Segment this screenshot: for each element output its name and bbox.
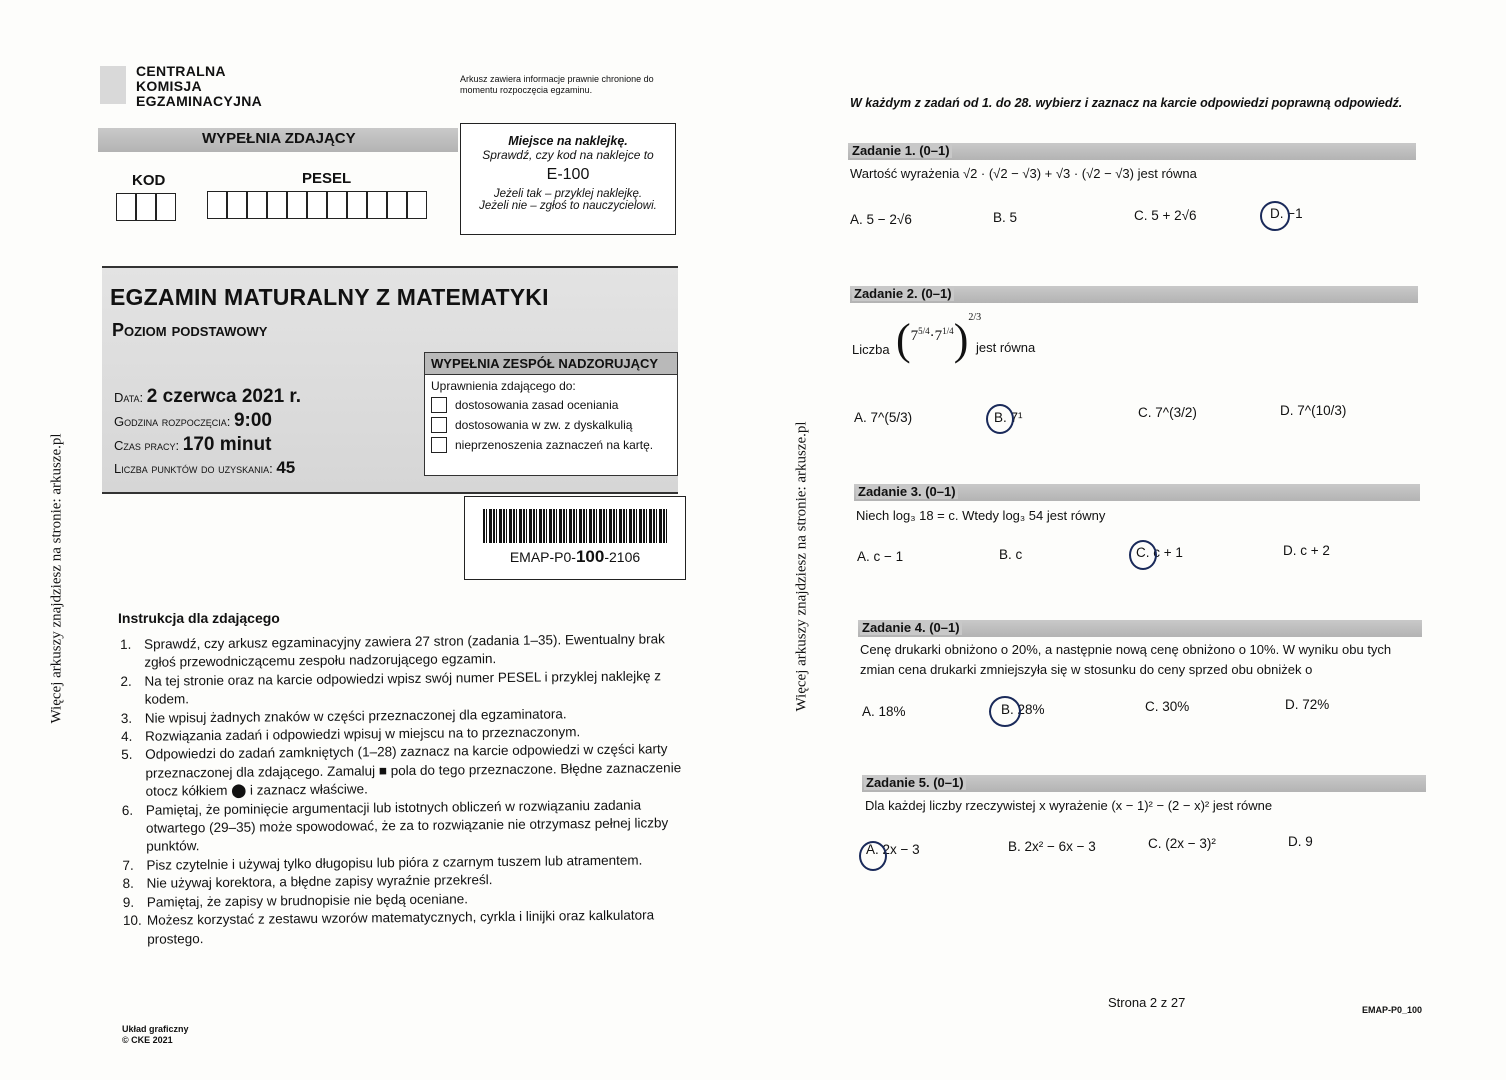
instruction-item: 6. Pamiętaj, że pominięcie argumentacji lub istotnych obliczeń w rozwiązaniu zadania otwartego (29–35) może spowodować, że za to rozwiązanie nie otrzymasz pełnej liczby punktów. bbox=[121, 797, 669, 855]
instruction-item: 8. Nie używaj korektora, a błędne zapisy wyraźnie przekreśl. bbox=[122, 872, 493, 892]
kod-field[interactable] bbox=[116, 193, 176, 221]
task-1-answer-d[interactable]: D. −1 bbox=[1270, 206, 1303, 221]
barcode-box bbox=[464, 496, 686, 580]
task-3-header: Zadanie 3. (0–1) bbox=[854, 484, 1420, 501]
task-1-answer-a[interactable]: A. 5 − 2√6 bbox=[850, 212, 912, 227]
sticker-code: E-100 bbox=[546, 166, 590, 183]
task-5-answer-a[interactable]: A. 2x − 3 bbox=[866, 842, 920, 857]
instructions-list bbox=[120, 630, 683, 949]
task-1-answer-c[interactable]: C. 5 + 2√6 bbox=[1134, 208, 1197, 223]
task-5-answer-d[interactable]: D. 9 bbox=[1288, 834, 1313, 849]
fill-by-examinee-bar bbox=[98, 128, 458, 152]
sticker-yes: Jeżeli tak – przyklej naklejkę. bbox=[493, 188, 643, 200]
instructions-title: Instrukcja dla zdającego bbox=[118, 610, 280, 626]
kod-cell[interactable] bbox=[116, 193, 136, 221]
task-4-answer-d[interactable]: D. 72% bbox=[1285, 697, 1330, 712]
institution-name bbox=[136, 64, 262, 109]
instruction-item: 4. Rozwiązania zadań i odpowiedzi wpisuj w miejscu na to przeznaczonym. bbox=[120, 724, 581, 745]
checkbox[interactable] bbox=[431, 417, 447, 433]
exam-title: EGZAMIN MATURALNY Z MATEMATYKI bbox=[110, 284, 549, 310]
pesel-cell[interactable] bbox=[407, 191, 427, 219]
answer-circle-mark bbox=[1129, 540, 1157, 570]
sticker-no: Jeżeli nie – zgłoś to nauczycielowi. bbox=[479, 200, 657, 212]
task-2-answer-b[interactable]: B. 7¹ bbox=[994, 410, 1023, 425]
pesel-cell[interactable] bbox=[287, 191, 307, 219]
task-3-answer-a[interactable]: A. c − 1 bbox=[857, 549, 904, 564]
layout-credit: Układ graficzny © CKE 2021 bbox=[122, 1024, 189, 1045]
answer-circle-mark bbox=[986, 404, 1014, 434]
kod-label: KOD bbox=[132, 172, 166, 189]
sticker-area[interactable] bbox=[460, 123, 676, 235]
instruction-item: 9. Pamiętaj, że zapisy w brudnopisie nie będą oceniane. bbox=[122, 891, 469, 910]
side-text-right: Więcej arkuszy znajdziesz na stronie: arkusze.pl bbox=[793, 421, 810, 712]
answer-circle-mark bbox=[1260, 201, 1290, 231]
task-5-text: Dla każdej liczby rzeczywistej x wyrażenie (x − 1)² − (2 − x)² jest równe bbox=[865, 798, 1273, 813]
protected-notice: Arkusz zawiera informacje prawnie chronione do momentu rozpoczęcia egzaminu. bbox=[460, 74, 654, 95]
barcode-text: EMAP-P0-100-2106 bbox=[509, 547, 641, 566]
task-5-header: Zadanie 5. (0–1) bbox=[862, 775, 1426, 792]
tasks-intro: W każdym z zadań od 1. do 28. wybierz i zaznacz na karcie odpowiedzi poprawną odpowiedź. bbox=[850, 96, 1403, 110]
sticker-title: Miejsce na naklejkę. bbox=[508, 134, 628, 148]
task-2-answer-d[interactable]: D. 7^(10/3) bbox=[1280, 403, 1347, 418]
task-2-answer-a[interactable]: A. 7^(5/3) bbox=[854, 410, 913, 425]
supervisors-header: WYPEŁNIA ZESPÓŁ NADZORUJĄCY bbox=[425, 353, 677, 375]
checkbox[interactable] bbox=[431, 397, 447, 413]
checkbox[interactable] bbox=[431, 437, 447, 453]
pesel-field[interactable] bbox=[207, 191, 427, 219]
task-5-answer-b[interactable]: B. 2x² − 6x − 3 bbox=[1008, 839, 1096, 854]
task-4-answer-a[interactable]: A. 18% bbox=[862, 704, 906, 719]
sheet-code: EMAP-P0_100 bbox=[1362, 1005, 1423, 1015]
task-2-suffix: jest równa bbox=[976, 340, 1036, 355]
pesel-cell[interactable] bbox=[347, 191, 367, 219]
task-2-prefix: Liczba bbox=[852, 342, 890, 357]
answer-circle-mark bbox=[989, 696, 1021, 727]
task-5-answer-c[interactable]: C. (2x − 3)² bbox=[1148, 836, 1216, 851]
task-4-answer-b[interactable]: B. 28% bbox=[1001, 702, 1045, 717]
task-2-answer-c[interactable]: C. 7^(3/2) bbox=[1138, 405, 1197, 420]
task-1-header: Zadanie 1. (0–1) bbox=[848, 143, 1416, 160]
pesel-cell[interactable] bbox=[387, 191, 407, 219]
task-2-expression: $(7^{5/4}\cdot 7^{1/4})^{2/3}$ bbox=[896, 312, 982, 364]
task-2-header: Zadanie 2. (0–1) bbox=[850, 286, 1418, 303]
instruction-item: 5. Odpowiedzi do zadań zamkniętych (1–28) zaznacz na karcie odpowiedzi w części karty przeznaczonej dla zdającego. Zamaluj ■ pola do tego przeznaczone. Błędne zaznaczenie otocz kółkiem ⬤ i zaznacz właściwe. bbox=[121, 741, 682, 799]
task-3-answer-d[interactable]: D. c + 2 bbox=[1283, 543, 1330, 558]
page-number: Strona 2 z 27 bbox=[1108, 995, 1186, 1010]
pesel-cell[interactable] bbox=[247, 191, 267, 219]
institution-line: KOMISJA bbox=[136, 78, 202, 94]
instruction-item: 7. Pisz czytelnie i używaj tylko długopisu lub pióra z czarnym tuszem lub atramentem. bbox=[122, 852, 643, 873]
side-text-left: Więcej arkuszy znajdziesz na stronie: arkusze.pl bbox=[48, 433, 65, 724]
task-1-text: Wartość wyrażenia √2 · (√2 − √3) + √3 · (√2 − √3) jest równa bbox=[850, 166, 1197, 181]
task-3-answer-c[interactable]: C. c + 1 bbox=[1136, 545, 1183, 560]
exam-date: Data: 2 czerwca 2021 r. bbox=[114, 386, 302, 407]
task-3-answer-b[interactable]: B. c bbox=[999, 547, 1023, 562]
pesel-label: PESEL bbox=[302, 170, 352, 187]
exam-level: Poziom podstawowy bbox=[112, 320, 268, 340]
permission-option[interactable]: dostosowania zasad oceniania bbox=[431, 397, 677, 413]
pesel-cell[interactable] bbox=[327, 191, 347, 219]
exam-duration: Czas pracy: 170 minut bbox=[114, 434, 272, 455]
task-4-header: Zadanie 4. (0–1) bbox=[858, 620, 1422, 637]
fill-by-examinee-label: WYPEŁNIA ZDAJĄCY bbox=[202, 130, 356, 147]
instruction-item: 3. Nie wpisuj żadnych znaków w części przeznaczonej dla egzaminatora. bbox=[120, 705, 567, 726]
answer-circle-mark bbox=[859, 841, 887, 871]
supervisors-box bbox=[424, 352, 678, 476]
task-3-text: Niech log₃ 18 = c. Wtedy log₃ 54 jest równy bbox=[856, 508, 1106, 523]
pesel-cell[interactable] bbox=[207, 191, 227, 219]
barcode-icon bbox=[483, 509, 667, 543]
task-4-text: Cenę drukarki obniżono o 20%, a następnie nową cenę obniżono o 10%. W wyniku obu tych zmian cena drukarki zmniejszyła się w stosunku do ceny sprzed obu obniżek o bbox=[860, 642, 1392, 677]
institution-line: EGZAMINACYJNA bbox=[136, 93, 263, 109]
supervisors-subheader: Uprawnienia zdającego do: bbox=[431, 379, 576, 393]
kod-cell[interactable] bbox=[156, 193, 176, 221]
pesel-cell[interactable] bbox=[307, 191, 327, 219]
cke-logo bbox=[100, 66, 126, 104]
institution-line: CENTRALNA bbox=[136, 63, 226, 79]
instruction-item: 2. Na tej stronie oraz na karcie odpowiedzi wpisz swój numer PESEL i przyklej naklejkę z kodem. bbox=[120, 668, 662, 707]
instruction-item: 10. Możesz korzystać z zestawu wzorów matematycznych, cyrkla i linijki oraz kalkulatora prostego. bbox=[122, 907, 655, 947]
exam-points: Liczba punktów do uzyskania: 45 bbox=[114, 458, 296, 477]
pesel-cell[interactable] bbox=[227, 191, 247, 219]
pesel-cell[interactable] bbox=[367, 191, 387, 219]
task-1-answer-b[interactable]: B. 5 bbox=[993, 210, 1018, 225]
pesel-cell[interactable] bbox=[267, 191, 287, 219]
kod-cell[interactable] bbox=[136, 193, 156, 221]
task-4-answer-c[interactable]: C. 30% bbox=[1145, 699, 1190, 714]
permission-option[interactable]: nieprzenoszenia zaznaczeń na kartę. bbox=[431, 437, 677, 453]
sticker-check: Sprawdź, czy kod na naklejce to bbox=[482, 148, 654, 162]
exam-start: Godzina rozpoczęcia: 9:00 bbox=[114, 410, 272, 431]
permission-option[interactable]: dostosowania w zw. z dyskalkulią bbox=[431, 417, 677, 433]
instruction-item: 1. Sprawdź, czy arkusz egzaminacyjny zawiera 27 stron (zadania 1–35). Ewentualny brak zgłoś przewodniczącemu zespołu nadzorującego egzamin. bbox=[120, 631, 665, 671]
